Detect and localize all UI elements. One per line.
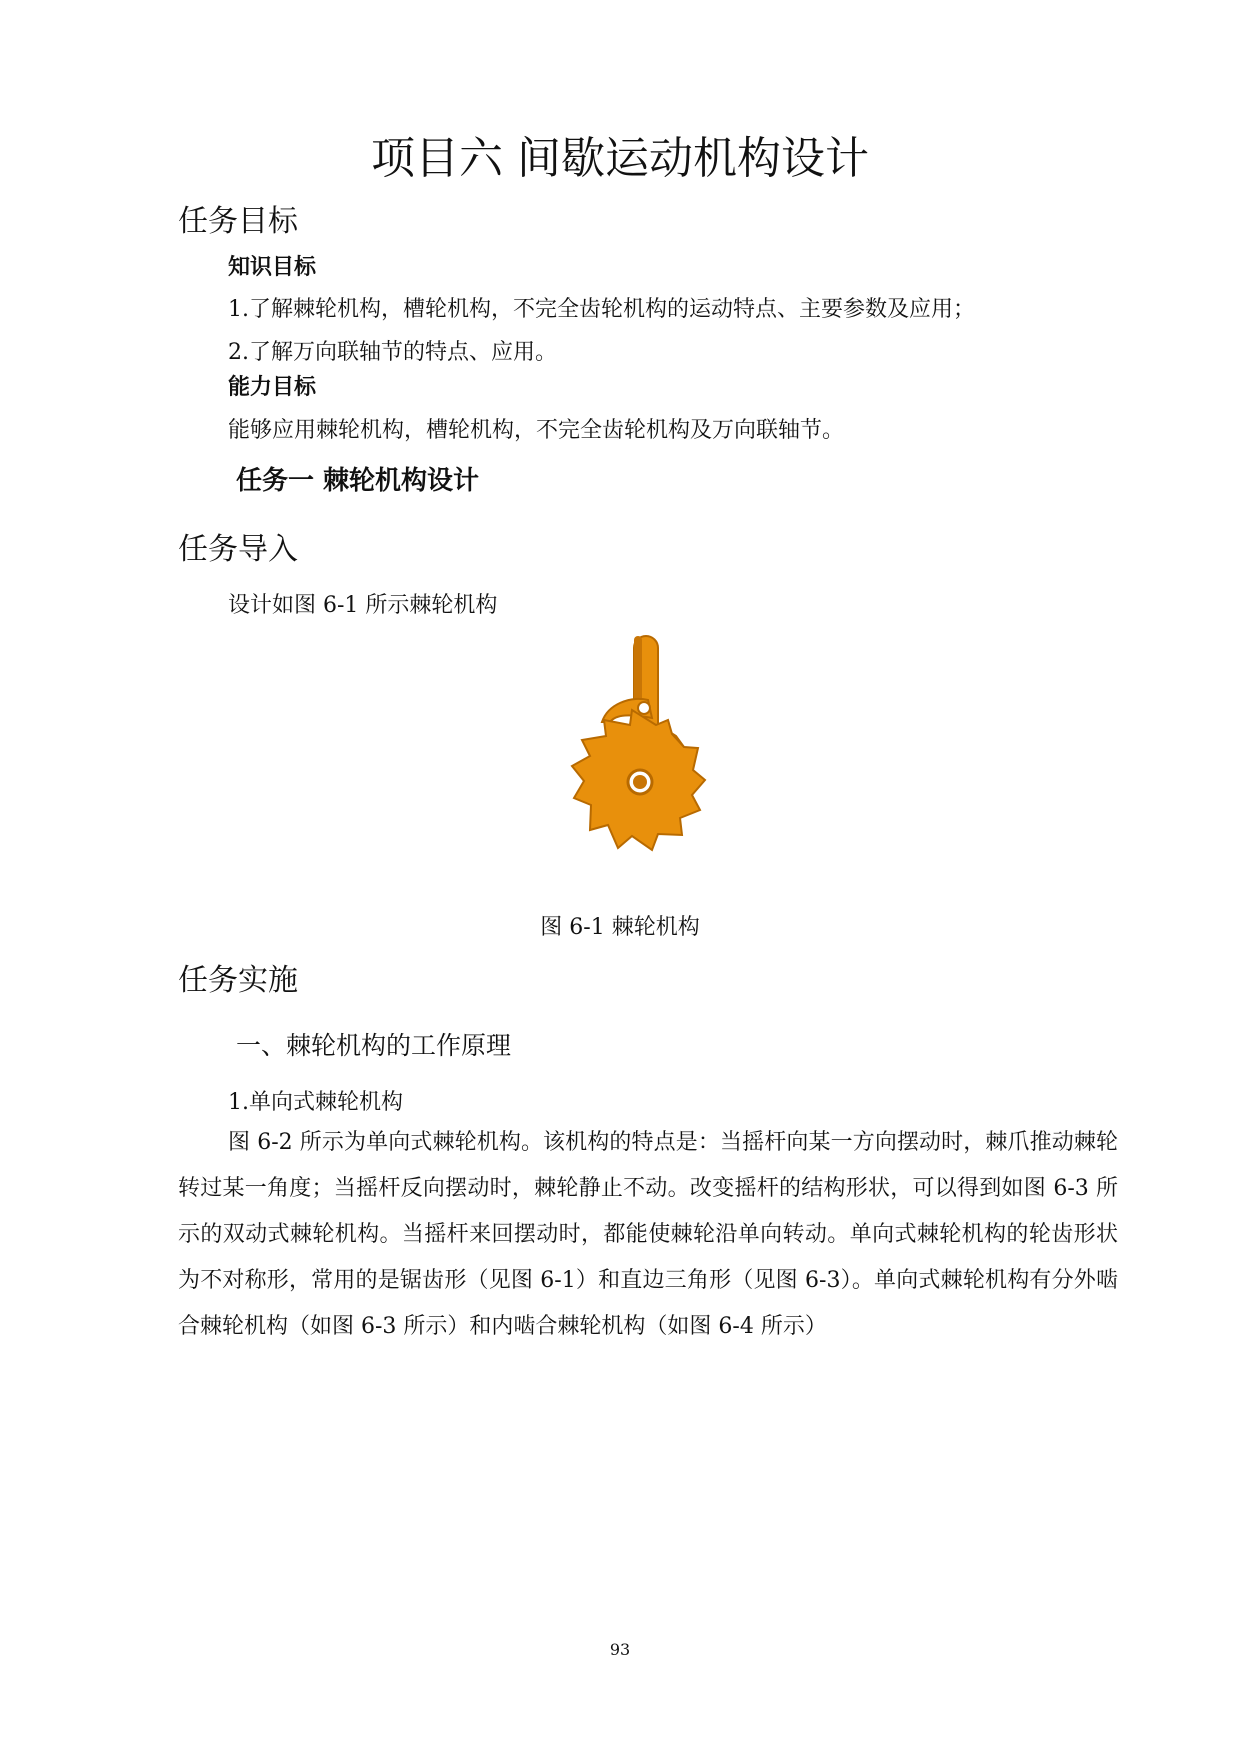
heading-objectives: 任务目标 [178,204,298,239]
knowledge-item-2: 2.了解万向联轴节的特点、应用。 [228,340,557,365]
section-heading-working-principle: 一、棘轮机构的工作原理 [236,1031,512,1060]
heading-task-one: 任务一 棘轮机构设计 [236,466,480,496]
knowledge-item-1: 1.了解棘轮机构，槽轮机构，不完全齿轮机构的运动特点、主要参数及应用； [228,297,975,322]
heading-ability-objectives: 能力目标 [228,375,317,400]
page-number: 93 [609,1640,631,1659]
sub-heading-single-direction: 1.单向式棘轮机构 [228,1090,403,1115]
ability-text: 能够应用棘轮机构，槽轮机构，不完全齿轮机构及万向联轴节。 [228,418,845,443]
heading-knowledge-objectives: 知识目标 [228,255,317,280]
ratchet-mechanism-illustration [560,630,730,900]
heading-task-intro: 任务导入 [178,532,298,567]
heading-task-implementation: 任务实施 [178,963,298,998]
body-paragraph: 图 6-2 所示为单向式棘轮机构。该机构的特点是：当摇杆向某一方向摆动时，棘爪推动棘轮转过某一角度；当摇杆反向摆动时，棘轮静止不动。改变摇杆的结构形状，可以得到如图 6-3 所示的双动式棘轮机构。当摇杆来回摆动时，都能使棘轮沿单向转动。单向式棘轮机构的轮齿形状为不对称形，常用的是锯齿形（见图 6-1）和直边三角形（见图 6-3）。单向式棘轮机构有分外啮合棘轮机构（如图 6-3 所示）和内啮合棘轮机构（如图 6-4 所示） [178,1130,1118,1339]
intro-text: 设计如图 6-1 所示棘轮机构 [228,593,498,618]
figure-caption: 图 6-1 棘轮机构 [540,915,700,940]
page-title: 项目六 间歇运动机构设计 [371,133,869,184]
